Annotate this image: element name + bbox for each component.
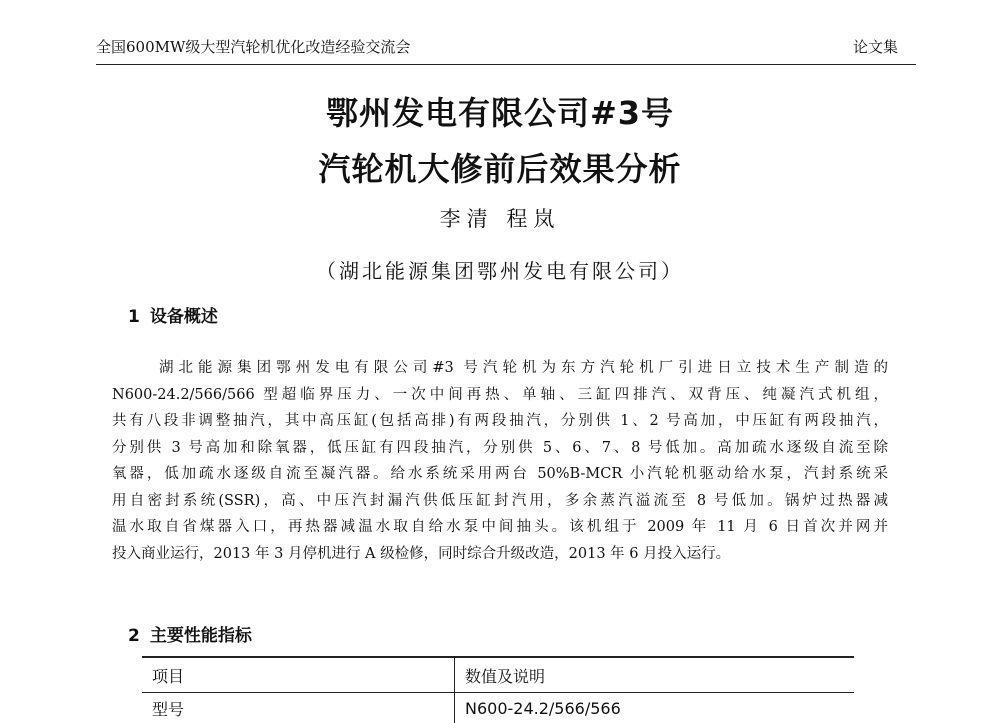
paragraph-line: 湖北能源集团鄂州发电有限公司#3 号汽轮机为东方汽轮机厂引进日立技术生产制造的 xyxy=(112,355,888,382)
table-cell: 型号 xyxy=(142,693,455,723)
section-title: 设备概述 xyxy=(150,307,218,327)
paper-title-line-2: 汽轮机大修前后效果分析 xyxy=(0,144,1000,190)
table-row xyxy=(142,693,854,723)
performance-table xyxy=(142,656,854,703)
conference-name: 全国600MW级大型汽轮机优化改造经验交流会 xyxy=(96,36,410,57)
proceedings-label: 论文集 xyxy=(853,36,898,57)
paragraph-line: 投入商业运行，2013 年 3 月停机进行 A 级检修，同时综合升级改造，2013 年 6 月投入运行。 xyxy=(112,541,888,568)
paragraph-line: N600-24.2/566/566 型超临界压力、一次中间再热、单轴、三缸四排汽、双背压、纯凝汽式机组， xyxy=(112,382,888,409)
section-title: 主要性能指标 xyxy=(150,626,252,646)
section-heading-performance xyxy=(128,621,252,646)
section-heading-overview xyxy=(128,302,218,327)
section-number: 1 xyxy=(128,307,140,327)
paragraph-line: 共有八段非调整抽汽，其中高压缸(包括高排)有两段抽汽，分别供 1、2 号高加，中压缸有两段抽汽， xyxy=(112,408,888,435)
paper-title-line-1: 鄂州发电有限公司#3号 xyxy=(0,88,1000,134)
table-header-item: 项目 xyxy=(142,657,455,693)
running-header xyxy=(96,30,916,65)
table-cell: N600-24.2/566/566 xyxy=(455,693,855,723)
paragraph-line: 氧器，低加疏水逐级自流至凝汽器。给水系统采用两台 50%B-MCR 小汽轮机驱动给水泵，汽封系统采 xyxy=(112,461,888,488)
body-paragraph xyxy=(112,355,888,567)
paragraph-line: 用自密封系统(SSR)，高、中压汽封漏汽供低压缸封汽用，多余蒸汽溢流至 8 号低加。锅炉过热器减 xyxy=(112,488,888,515)
paragraph-line: 分别供 3 号高加和除氧器，低压缸有四段抽汽，分别供 5、6、7、8 号低加。高加疏水逐级自流至除 xyxy=(112,435,888,462)
table-header-value: 数值及说明 xyxy=(455,657,855,693)
paragraph-line: 温水取自省煤器入口，再热器减温水取自给水泵中间抽头。该机组于 2009 年 11 月 6 日首次并网并 xyxy=(112,514,888,541)
affiliation: （湖北能源集团鄂州发电有限公司） xyxy=(0,255,1000,284)
table-header-row xyxy=(142,657,854,693)
section-number: 2 xyxy=(128,626,140,646)
authors: 李清 程岚 xyxy=(0,203,1000,233)
